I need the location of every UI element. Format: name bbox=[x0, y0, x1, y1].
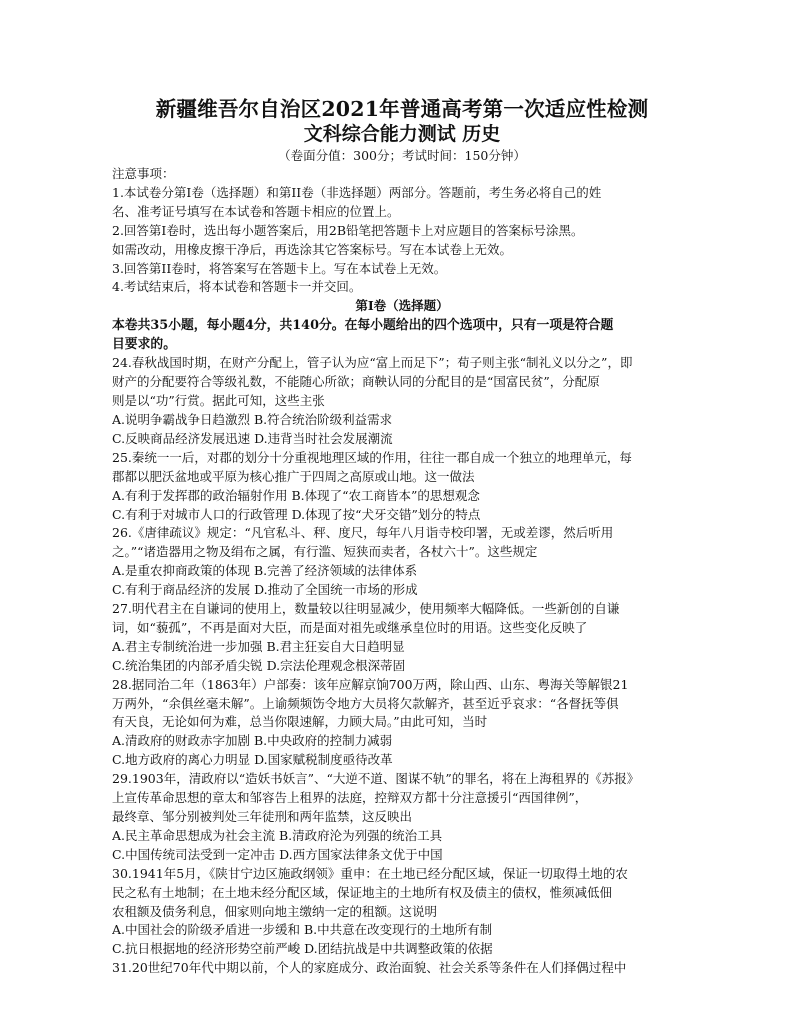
section-instruction: 目要求的。 bbox=[112, 337, 176, 353]
question-line: 农租额及债务利息，佃家则向地主缴纳一定的租额。这说明 bbox=[112, 903, 438, 919]
exam-subtitle: 文科综合能力测试 历史 bbox=[303, 123, 501, 145]
question-line: 财产的分配要符合等级礼数，不能随心所欲；商鞅认同的分配目的是“国富民贫”，分配原 bbox=[112, 374, 600, 390]
question-line: 则是以“功”行赏。据此可知，这些主张 bbox=[112, 393, 325, 409]
note-line: 名、准考证号填写在本试卷和答题卡相应的位置上。 bbox=[112, 203, 400, 219]
option-line: C.地方政府的离心力明显 D.国家赋税制度亟待改革 bbox=[112, 752, 393, 768]
question-line: 29.1903年，清政府以“造妖书妖言”、“大逆不道、图谋不轨”的罪名，将在上海租界的《苏报》 bbox=[112, 771, 640, 787]
question-line: 最终章、邹分别被判处三年徒刑和两年监禁，这反映出 bbox=[112, 809, 413, 824]
option-line: A.中国社会的阶级矛盾进一步缓和 B.中共意在改变现行的土地所有制 bbox=[112, 922, 493, 938]
question-line: 30.1941年5月，《陕甘宁边区施政纲领》重申：在土地已经分配区域，保证一切取得土地的农 bbox=[112, 865, 628, 881]
notes-heading: 注意事项： bbox=[112, 166, 175, 181]
note-line: 2.回答第I卷时，选出每小题答案后，用2B铅笔把答题卡上对应题目的答案标号涂黑。 bbox=[112, 222, 584, 238]
section-title: 第I卷（选择题） bbox=[355, 298, 449, 314]
exam-title: 新疆维吾尔自治区2021年普通高考第一次适应性检测 bbox=[155, 97, 649, 121]
question-line: 词，如“藐孤”，不再是面对大臣，而是面对祖先或继承皇位时的用语。这些变化反映了 bbox=[112, 619, 588, 635]
page-content bbox=[112, 96, 692, 978]
option-line: C.抗日根据地的经济形势空前严峻 D.团结抗战是中共调整政策的依据 bbox=[112, 941, 493, 957]
note-line: 1.本试卷分第I卷（选择题）和第II卷（非选择题）两部分。答题前，考生务必将自己的姓 bbox=[112, 184, 602, 200]
score-time-info: （卷面分值：300分；考试时间：150分钟） bbox=[278, 148, 526, 163]
question-line: 26.《唐律疏议》规定：“凡官私斗、秤、度尺，每年八月诣寺校印署，无或差谬，然后听用 bbox=[112, 525, 614, 541]
question-line: 上宣传革命思想的章太和邹容告上租界的法庭，控辩双方都十分注意援引“西国律例”， bbox=[112, 790, 588, 806]
question-list bbox=[112, 354, 692, 978]
section-instruction: 本卷共35小题，每小题4分，共140分。在每小题给出的四个选项中，只有一项是符合题 bbox=[112, 318, 614, 334]
note-line: 4.考试结束后，将本试卷和答题卡一并交回。 bbox=[112, 279, 362, 295]
option-line: A.民主革命思想成为社会主流 B.清政府沦为列强的统治工具 bbox=[112, 827, 443, 843]
option-line: C.反映商品经济发展迅速 D.违背当时社会发展潮流 bbox=[112, 430, 393, 446]
option-line: C.统治集团的内部矛盾尖锐 D.宗法伦理观念根深蒂固 bbox=[112, 657, 406, 673]
option-line: C.有利于商品经济的发展 D.推动了全国统一市场的形成 bbox=[112, 582, 418, 598]
option-line: A.清政府的财政赤字加剧 B.中央政府的控制力减弱 bbox=[112, 733, 393, 749]
option-line: C.中国传统司法受到一定冲击 D.西方国家法律条文优于中国 bbox=[112, 846, 443, 862]
option-line: C.有利于对城市人口的行政管理 D.体现了按“犬牙交错”划分的特点 bbox=[112, 506, 481, 522]
question-line: 民之私有土地制；在土地未经分配区域，保证地主的土地所有权及债主的债权，惟须减低佃 bbox=[112, 884, 613, 900]
option-line: A.有利于发挥郡的政治辐射作用 B.体现了“农工商皆本”的思想观念 bbox=[112, 487, 480, 503]
option-line: A.说明争霸战争日趋激烈 B.符合统治阶级利益需求 bbox=[112, 411, 393, 427]
note-line: 3.回答第II卷时，将答案写在答题卡上。写在本试卷上无效。 bbox=[112, 260, 447, 276]
question-line: 31.20世纪70年代中期以前，个人的家庭成分、政治面貌、社会关系等条件在人们择偶过程中 bbox=[112, 960, 627, 976]
question-line: 27.明代君主在自谦词的使用上，数量较以往明显减少，使用频率大幅降低。一些新创的自谦 bbox=[112, 601, 620, 617]
question-line: 有天良，无论如何为难，总当你限速解，力顾大局。”由此可知，当时 bbox=[112, 714, 488, 730]
question-line: 28.据同治二年（1863年）户部奏：该年应解京饷700万两，除山西、山东、粤海关等解银21 bbox=[112, 676, 629, 692]
question-line: 郡都以肥沃盆地或平原为核心推广于四周之高原或山地。这一做法 bbox=[112, 468, 475, 484]
question-line: 万两外，“余俱丝毫未解”。上谕频频饬令地方大员将欠款解齐，甚至近乎哀求：“各督抚等俱 bbox=[112, 695, 619, 711]
option-line: A.君主专制统治进一步加强 B.君主狂妄自大日趋明显 bbox=[112, 638, 405, 654]
question-line: 24.春秋战国时期，在财产分配上，管子认为应“富上而足下”；荀子则主张“制礼义以分之”，即 bbox=[112, 355, 633, 371]
option-line: A.是重农抑商政策的体现 B.完善了经济领域的法律体系 bbox=[112, 563, 418, 579]
question-line: 之。”“诸造器用之物及绢布之属，有行滥、短狭而卖者，各杖六十”。这些规定 bbox=[112, 544, 538, 560]
question-line: 25.秦统一一后，对郡的划分十分重视地理区域的作用，往往一郡自成一个独立的地理单元，每 bbox=[112, 449, 632, 465]
note-line: 如需改动，用橡皮擦干净后，再选涂其它答案标号。写在本试卷上无效。 bbox=[112, 241, 513, 257]
